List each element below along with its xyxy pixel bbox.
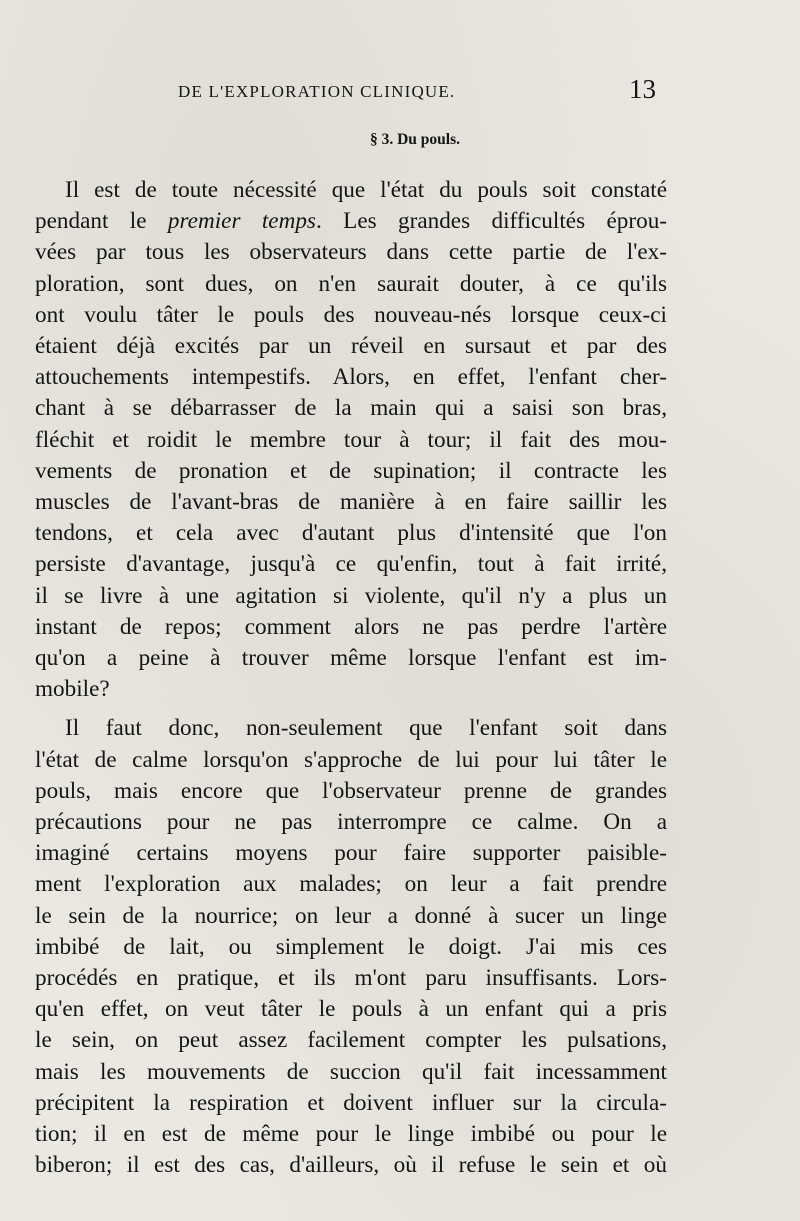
body-text bbox=[35, 175, 667, 1182]
paragraph-1-line: vées par tous les observateurs dans cette partie de l'ex- bbox=[35, 239, 667, 266]
paragraph-1-line: instant de repos; comment alors ne pas perdre l'artère bbox=[35, 613, 667, 640]
paragraph-2-line: ment l'exploration aux malades; on leur a fait prendre bbox=[35, 871, 667, 898]
paragraph-1-line: chant à se débarrasser de la main qui a saisi son bras, bbox=[35, 395, 667, 422]
page-number: 13 bbox=[629, 74, 656, 104]
paragraph-2-line: biberon; il est des cas, d'ailleurs, où il refuse le sein et où bbox=[35, 1152, 667, 1179]
paragraph-1-line: qu'on a peine à trouver même lorsque l'enfant est im- bbox=[35, 645, 667, 672]
paragraph-2-line: Il faut donc, non-seulement que l'enfant soit dans bbox=[65, 715, 667, 742]
text-run: . Les grandes difficultés éprou- bbox=[315, 208, 668, 235]
paragraph-1-line: Il est de toute nécessité que l'état du pouls soit constaté bbox=[65, 177, 667, 203]
running-head bbox=[0, 74, 800, 114]
paragraph-1-line: attouchements intempestifs. Alors, en effet, l'enfant cher- bbox=[35, 364, 667, 391]
paragraph-2-line: précipitent la respiration et doivent influer sur la circula- bbox=[35, 1089, 667, 1116]
paragraph-1-line: ploration, sont dues, on n'en saurait douter, à ce qu'ils bbox=[35, 270, 667, 297]
running-head-title: DE L'EXPLORATION CLINIQUE. bbox=[178, 82, 456, 101]
paragraph-1-line: il se livre à une agitation si violente, qu'il n'y a plus un bbox=[35, 582, 667, 609]
paragraph-2-line: imaginé certains moyens pour faire supporter paisible- bbox=[35, 840, 667, 867]
paragraph-2-line: qu'en effet, on veut tâter le pouls à un enfant qui a pris bbox=[35, 996, 667, 1023]
paragraph-1-line: muscles de l'avant-bras de manière à en faire saillir les bbox=[35, 489, 667, 516]
paragraph-1-line: ont voulu tâter le pouls des nouveau-nés lorsque ceux-ci bbox=[35, 301, 667, 328]
paragraph-2-line: précautions pour ne pas interrompre ce calme. On a bbox=[35, 809, 667, 836]
paragraph-2-line: le sein, on peut assez facilement compter les pulsations, bbox=[35, 1027, 667, 1054]
paragraph-1-line: persiste d'avantage, jusqu'à ce qu'enfin, tout à fait irrité, bbox=[35, 551, 667, 578]
paragraph-1-line: tendons, et cela avec d'autant plus d'intensité que l'on bbox=[35, 520, 667, 547]
emphasized-text: premier temps bbox=[167, 208, 316, 235]
paragraph-1-line bbox=[35, 206, 667, 237]
paragraph-2-line: tion; il en est de même pour le linge imbibé ou pour le bbox=[35, 1121, 667, 1148]
section-heading: § 3. Du pouls. bbox=[369, 131, 461, 148]
paragraph-2-line: l'état de calme lorsqu'on s'approche de lui pour lui tâter le bbox=[35, 746, 667, 773]
paragraph-1-line: fléchit et roidit le membre tour à tour; il fait des mou- bbox=[35, 426, 667, 453]
paragraph-2-line: imbibé de lait, ou simplement le doigt. J'ai mis ces bbox=[35, 933, 667, 960]
paragraph-1-line: vements de pronation et de supination; il contracte les bbox=[35, 457, 667, 484]
text-run: pendant le bbox=[35, 208, 168, 235]
paragraph-2-line: le sein de la nourrice; on leur a donné à sucer un linge bbox=[35, 902, 667, 929]
paragraph-1-line: étaient déjà excités par un réveil en sursaut et par des bbox=[35, 333, 667, 360]
paragraph-2-line: pouls, mais encore que l'observateur prenne de grandes bbox=[35, 777, 667, 804]
paragraph-2-line: procédés en pratique, et ils m'ont paru insuffisants. Lors- bbox=[35, 965, 667, 992]
paragraph-1-line: mobile? bbox=[35, 676, 110, 703]
paragraph-2-line: mais les mouvements de succion qu'il fait incessamment bbox=[35, 1058, 667, 1085]
